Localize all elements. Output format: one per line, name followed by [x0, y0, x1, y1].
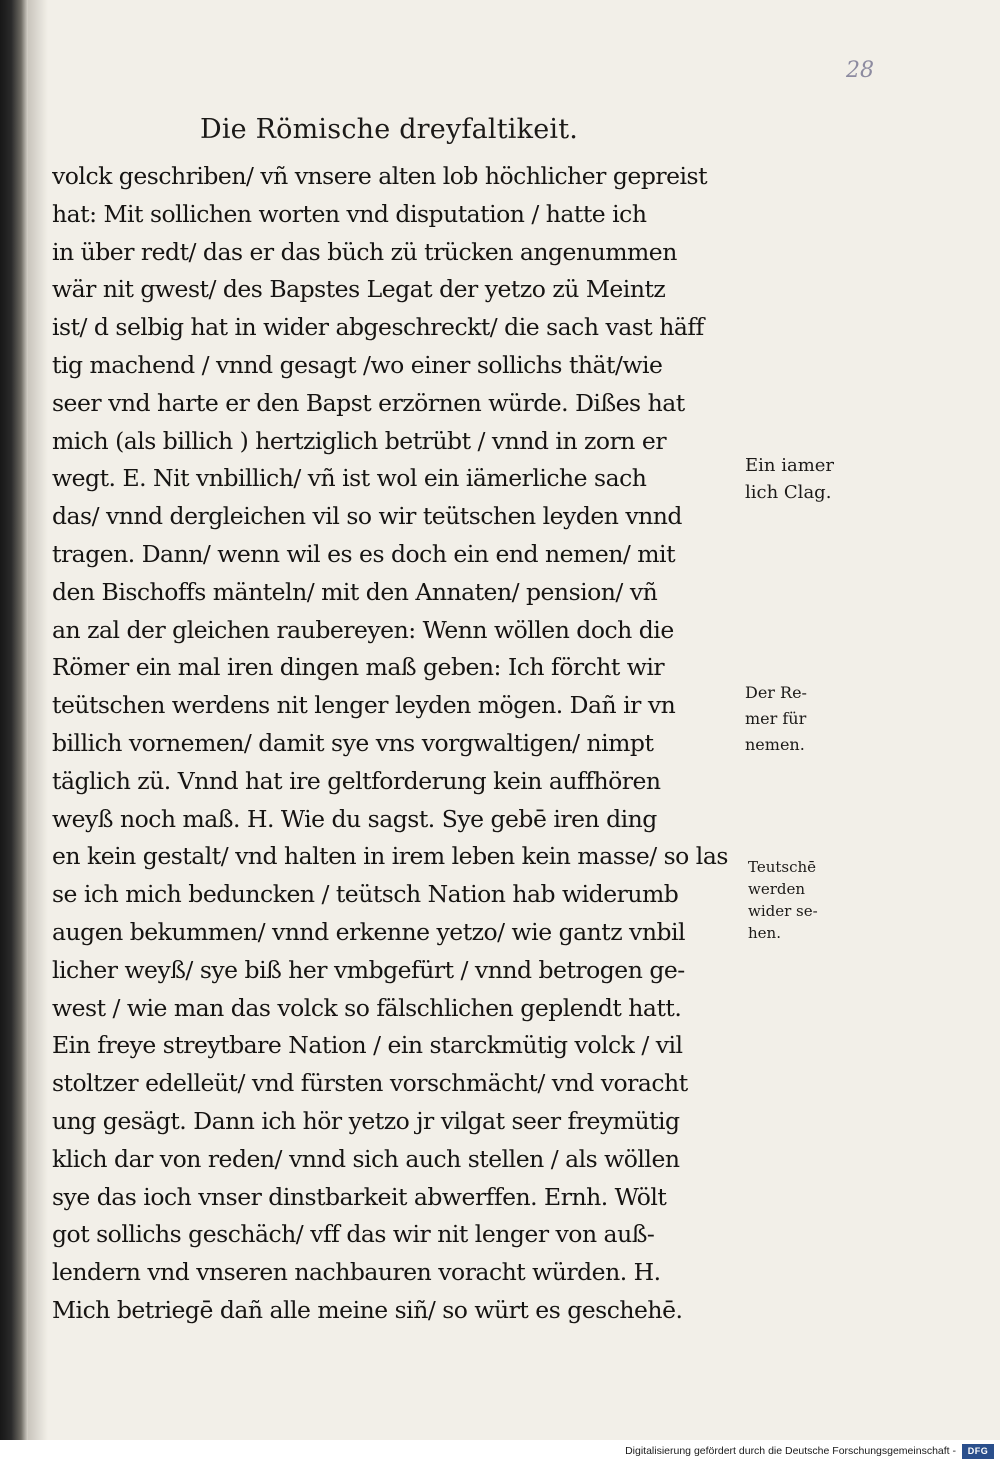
- margin-note-line: Teutschē: [748, 858, 817, 876]
- text-line: ung gesägt. Dann ich hör yetzo jr vilgat seer freymütig: [52, 1106, 680, 1135]
- text-line: west / wie man das volck so fälschlichen geplendt hatt.: [52, 993, 682, 1022]
- margin-note-germans-see: [748, 856, 818, 944]
- binding-gradient: [28, 0, 48, 1440]
- margin-note-romans-intent: [745, 680, 807, 758]
- text-line: sye das ioch vnser dinstbarkeit abwerffen. Ernh. Wölt: [52, 1182, 667, 1211]
- margin-note-line: Der Re-: [745, 683, 807, 702]
- text-line: got sollichs geschäch/ vff das wir nit lenger von auß-: [52, 1220, 655, 1249]
- text-line: en kein gestalt/ vnd halten in irem leben kein masse/ so las: [52, 842, 728, 871]
- text-line: in über redt/ das er das büch zü trücken angenummen: [52, 237, 677, 266]
- text-line: hat: Mit sollichen worten vnd disputation / hatte ich: [52, 199, 647, 228]
- margin-note-line: mer für: [745, 709, 807, 728]
- footer-credit: Digitalisierung gefördert durch die Deutsche Forschungsgemeinschaft -: [625, 1445, 956, 1457]
- text-line: billich vornemen/ damit sye vns vorgwaltigen/ nimpt: [52, 728, 654, 757]
- text-line: wegt. E. Nit vnbillich/ vñ ist wol ein iämerliche sach: [52, 464, 647, 493]
- dfg-logo: DFG: [962, 1444, 994, 1459]
- margin-note-lament: [745, 452, 834, 506]
- body-text: [52, 158, 742, 1330]
- margin-note-line: Ein iamer: [745, 455, 835, 476]
- text-line: das/ vnnd dergleichen vil so wir teütschen leyden vnnd: [52, 502, 682, 531]
- text-line: tig machend / vnnd gesagt /wo einer sollichs thät/wie: [52, 350, 663, 379]
- text-line: se ich mich beduncken / teütsch Nation hab widerumb: [52, 880, 679, 909]
- text-line: stoltzer edelleüt/ vnd fürsten vorschmächt/ vnd voracht: [52, 1069, 688, 1098]
- text-line: an zal der gleichen raubereyen: Wenn wöllen doch die: [52, 615, 674, 644]
- text-line: Ein freye streytbare Nation / ein starckmütig volck / vil: [52, 1031, 683, 1060]
- binding-shadow: [0, 0, 28, 1440]
- margin-note-line: lich Clag.: [745, 482, 832, 503]
- text-line: täglich zü. Vnnd hat ire geltforderung kein auffhören: [52, 766, 661, 795]
- text-line: tragen. Dann/ wenn wil es es doch ein end nemen/ mit: [52, 539, 676, 568]
- text-line: den Bischoffs mänteln/ mit den Annaten/ pension/ vñ: [52, 577, 658, 606]
- footer-bar: [0, 1440, 1000, 1464]
- text-line: volck geschriben/ vñ vnsere alten lob höchlicher gepreist: [52, 162, 708, 190]
- running-head: Die Römische dreyfaltikeit.: [200, 114, 579, 145]
- margin-note-line: werden: [748, 880, 806, 898]
- text-line: lendern vnd vnseren nachbauren voracht würden. H.: [52, 1258, 661, 1287]
- text-line: Mich betriegē dañ alle meine siñ/ so würt es geschehē.: [52, 1295, 683, 1324]
- text-line: seer vnd harte er den Bapst erzörnen würde. Dißes hat: [52, 388, 685, 417]
- text-line: klich dar von reden/ vnnd sich auch stellen / als wöllen: [52, 1144, 680, 1173]
- text-line: weyß noch maß. H. Wie du sagst. Sye gebē iren ding: [52, 804, 657, 833]
- text-line: teütschen werdens nit lenger leyden mögen. Dañ ir vn: [52, 691, 676, 720]
- text-line: wär nit gwest/ des Bapstes Legat der yetzo zü Meintz: [52, 275, 666, 304]
- text-line: augen bekummen/ vnnd erkenne yetzo/ wie gantz vnbil: [52, 917, 686, 946]
- text-line: ist/ d selbig hat in wider abgeschreckt/ die sach vast häff: [52, 313, 704, 342]
- margin-note-line: wider se-: [748, 902, 818, 920]
- margin-note-line: nemen.: [745, 735, 805, 754]
- margin-note-line: hen.: [748, 924, 781, 942]
- folio-number: 28: [846, 58, 874, 83]
- text-line: licher weyß/ sye biß her vmbgefürt / vnnd betrogen ge-: [52, 955, 685, 984]
- text-line: mich (als billich ) hertziglich betrübt / vnnd in zorn er: [52, 426, 667, 455]
- text-line: Römer ein mal iren dingen maß geben: Ich förcht wir: [52, 653, 665, 682]
